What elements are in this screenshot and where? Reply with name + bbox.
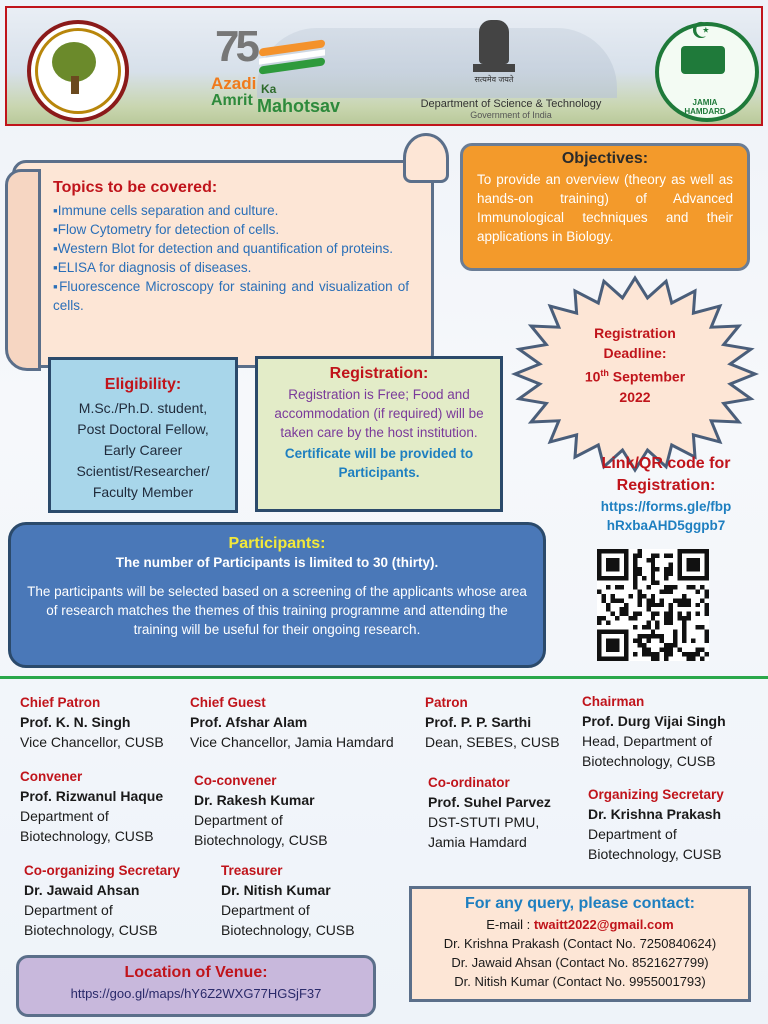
link-heading-1: Link/QR code for	[601, 455, 731, 472]
topic-item: ▪Flow Cytometry for detection of cells.	[53, 222, 280, 237]
participants-limit: The number of Participants is limited to 30 (thirty).	[115, 555, 439, 570]
topics-scroll	[12, 160, 434, 368]
jamia-hamdard-logo: ☪ JAMIA HAMDARD	[647, 16, 759, 116]
eligibility-line: Early Career	[103, 442, 183, 458]
national-emblem-icon: सत्यमेव जयते	[469, 20, 519, 80]
contact-email-line: E-mail : twaitt2022@gmail.com	[486, 917, 674, 932]
chairman: Chairman Prof. Durg Vijai Singh Head, Department of Biotechnology, CUSB	[582, 694, 726, 769]
eligibility-line: Post Doctoral Fellow,	[77, 421, 209, 437]
topic-item: ▪Western Blot for detection and quantification of proteins.	[53, 241, 393, 256]
registration-url-1[interactable]: https://forms.gle/fbp	[600, 499, 732, 514]
contact-person: Dr. Jawaid Ahsan (Contact No. 8521627799)	[451, 955, 709, 970]
contact-person: Dr. Krishna Prakash (Contact No. 7250840624)	[443, 936, 717, 951]
contact-box	[409, 886, 751, 1002]
certificate-note: Certificate will be provided to Participants.	[284, 446, 474, 480]
link-heading-2: Registration:	[616, 477, 716, 494]
coordinator: Co-ordinator Prof. Suhel Parvez DST-STUTI PMU, Jamia Hamdard	[428, 775, 551, 850]
objectives-title: Objectives:	[561, 150, 649, 167]
header-banner	[5, 6, 763, 126]
deadline-text: Registration Deadline: 10th September 2022	[584, 325, 686, 405]
deadline-starburst	[509, 275, 761, 473]
dst-label	[401, 98, 621, 120]
patron: Patron Prof. P. P. Sarthi Dean, SEBES, CUSB	[425, 695, 560, 750]
azadi-ka-amrit-mahotsav-logo: 75 Azadi Ka Amrit Mahotsav	[211, 22, 341, 116]
dst-name: Department of Science & Technology	[420, 98, 602, 110]
venue-title: Location of Venue:	[124, 964, 268, 981]
qr-code-icon[interactable]	[597, 549, 709, 661]
eligibility-line: M.Sc./Ph.D. student,	[78, 400, 208, 416]
topic-item: ▪ELISA for diagnosis of diseases.	[53, 260, 252, 275]
topics-title: Topics to be covered:	[53, 179, 218, 196]
contact-email-link[interactable]: twaitt2022@gmail.com	[533, 917, 674, 932]
objectives-box	[460, 143, 750, 271]
cusb-logo	[27, 20, 129, 122]
topic-item: ▪Immune cells separation and culture.	[53, 203, 279, 218]
eligibility-title: Eligibility:	[104, 376, 182, 393]
registration-url-2[interactable]: hRxbaAHD5ggpb7	[606, 518, 726, 533]
treasurer: Treasurer Dr. Nitish Kumar Department of Biotechnology, CUSB	[221, 863, 355, 938]
contact-person: Dr. Nitish Kumar (Contact No. 9955001793)	[454, 974, 706, 989]
dst-gov: Government of India	[470, 110, 552, 120]
participants-desc: The participants will be selected based on a screening of the applicants whose area of research matches the themes of this training programme and attending the training will be useful for their ongoing research.	[27, 584, 527, 637]
section-divider	[0, 676, 768, 679]
contact-title: For any query, please contact:	[465, 895, 695, 912]
venue-map-link[interactable]: https://goo.gl/maps/hY6Z2WXG77HGSjF37	[70, 986, 322, 1001]
eligibility-line: Scientist/Researcher/	[76, 463, 210, 479]
co-convener: Co-convener Dr. Rakesh Kumar Department of Biotechnology, CUSB	[194, 773, 328, 848]
participants-box	[8, 522, 546, 668]
registration-title: Registration:	[329, 365, 429, 382]
chief-guest: Chief Guest Prof. Afshar Alam Vice Chancellor, Jamia Hamdard	[190, 695, 394, 750]
objectives-text: To provide an overview (theory as well as hands-on training) of Advanced Immunological techniques and their applications in Biology.	[477, 172, 733, 244]
co-organizing-secretary: Co-organizing Secretary Dr. Jawaid Ahsan Department of Biotechnology, CUSB	[24, 863, 181, 938]
eligibility-line: Faculty Member	[92, 484, 194, 500]
eligibility-box	[48, 357, 238, 513]
registration-box	[255, 356, 503, 512]
participants-title: Participants:	[228, 535, 326, 552]
registration-text: Registration is Free; Food and accommodation (if required) will be taken care by the host institution.	[274, 387, 484, 440]
chief-patron: Chief Patron Prof. K. N. Singh Vice Chancellor, CUSB	[20, 695, 164, 750]
venue-box	[16, 955, 376, 1017]
convener: Convener Prof. Rizwanul Haque Department of Biotechnology, CUSB	[20, 769, 164, 844]
organizing-secretary: Organizing Secretary Dr. Krishna Prakash Department of Biotechnology, CUSB	[588, 787, 724, 862]
topic-item: ▪Fluorescence Microscopy for staining and visualization of cells.	[53, 279, 409, 313]
registration-link-section	[568, 453, 764, 669]
